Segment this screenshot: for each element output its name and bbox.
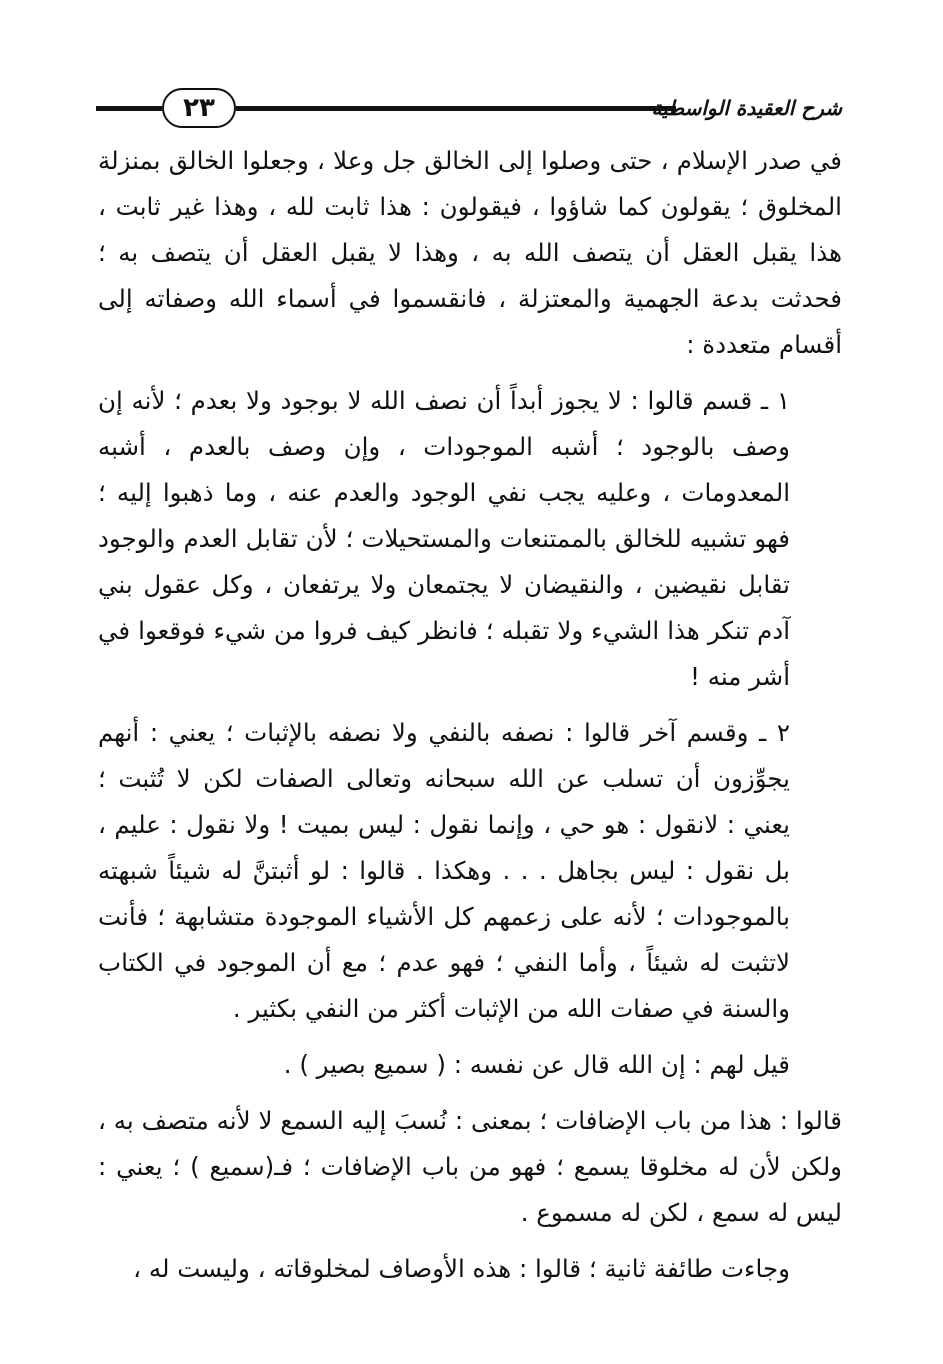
page-body [98,138,842,1292]
paragraph-intro: في صدر الإسلام ، حتى وصلوا إلى الخالق جل وعلا ، وجعلوا الخالق بمنزلة المخلوق ؛ يقولون كما شاؤوا ، فيقولون : هذا ثابت لله ، وهذا غير ثابت ، هذا يقبل العقل أن يتصف الله به ، وهذا لا يقبل العقل أن يتصف به ؛ فحدثت بدعة الجهمية والمعتزلة ، فانقسموا في أسماء الله وصفاته إلى أقسام متعددة : [98,146,842,359]
paragraph-reply: قالوا : هذا من باب الإضافات ؛ بمعنى : نُسبَ إليه السمع لا لأنه متصف به ، ولكن لأن له مخلوقا يسمع ؛ فهو من باب الإضافات ؛ فـ(سميع ) ؛ يعني : ليس له سمع ، لكن له مسموع . [98,1106,842,1227]
header-rule-right [236,106,676,111]
paragraph-third-group: وجاءت طائفة ثانية ؛ قالوا : هذه الأوصاف لمخلوقاته ، وليست له ، [133,1254,790,1283]
book-title: شرح العقيدة الواسطية [651,96,842,120]
header-rule-left [96,106,162,111]
page-header [96,80,842,136]
paragraph-objection: قيل لهم : إن الله قال عن نفسه : ( سميع بصير ) . [283,1050,790,1079]
paragraph-second-group: ٢ ـ وقسم آخر قالوا : نصفه بالنفي ولا نصفه بالإثبات ؛ يعني : أنهم يجوِّزون أن تسلب عن الله سبحانه وتعالى الصفات لكن لا تُثبت ؛ يعني : لانقول : هو حي ، وإنما نقول : ليس بميت ! ولا نقول : عليم ، بل نقول : ليس بجاهل . . . وهكذا . قالوا : لو أثبتنَّ له شيئاً شبهته بالموجودات ؛ لأنه على زعمهم كل الأشياء الموجودة متشابهة ؛ فأنت لاتثبت له شيئاً ، وأما النفي ؛ فهو عدم ؛ مع أن الموجود في الكتاب والسنة في صفات الله من الإثبات أكثر من النفي بكثير . [98,718,790,1023]
page-number: ٢٣ [162,88,236,128]
paragraph-first-group: ١ ـ قسم قالوا : لا يجوز أبداً أن نصف الله لا بوجود ولا بعدم ؛ لأنه إن وصف بالوجود ؛ أشبه الموجودات ، وإن وصف بالعدم ، أشبه المعدومات ، وعليه يجب نفي الوجود والعدم عنه ، وما ذهبوا إليه ؛ فهو تشبيه للخالق بالممتنعات والمستحيلات ؛ لأن تقابل العدم والوجود تقابل نقيضين ، والنقيضان لا يجتمعان ولا يرتفعان ، وكل عقول بني آدم تنكر هذا الشيء ولا تقبله ؛ فانظر كيف فروا من شيء فوقعوا في أشر منه ! [98,386,790,691]
